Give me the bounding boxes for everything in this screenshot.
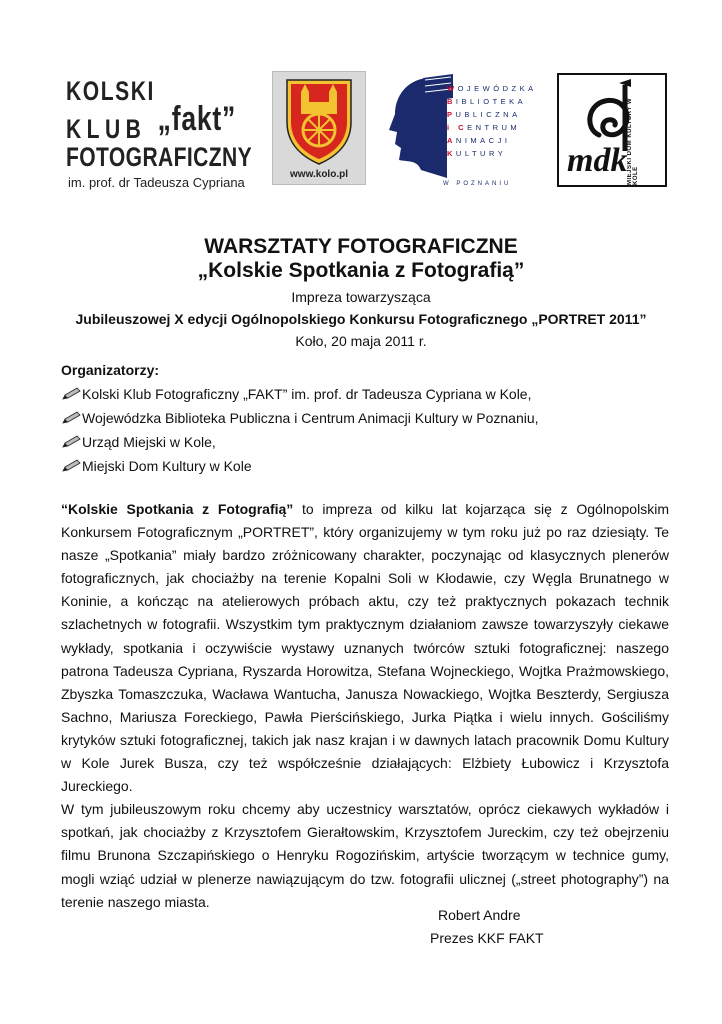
logo-bar [60, 66, 670, 188]
lead-title: “Kolskie Spotkania z Fotografią” [61, 501, 294, 517]
pencil-icon [61, 435, 81, 449]
wbp-line: ANIMACJI [447, 136, 511, 145]
organizer-item [61, 406, 671, 430]
wbp-line: PUBLICZNA [447, 110, 521, 119]
organizer-item [61, 430, 671, 454]
organizers-section [61, 358, 671, 478]
organizers-label: Organizatorzy: [61, 362, 160, 378]
kkf-logo-line3: FOTOGRAFICZNY [66, 142, 253, 172]
wbp-line: WOJEWÓDZKA [447, 84, 537, 93]
document-subtitle: „Kolskie Spotkania z Fotografią” [197, 259, 525, 282]
organizer-text: Miejski Dom Kultury w Kole [82, 458, 252, 474]
kkf-logo [66, 72, 256, 190]
kkf-logo-klub: KLUB [66, 114, 147, 144]
mdk-logo [557, 73, 667, 187]
wbp-logo-bottom: W POZNANIU [443, 181, 512, 187]
mdk-logo-icon [559, 75, 665, 185]
body-text [61, 498, 669, 914]
wbp-line: KULTURY [447, 149, 507, 158]
kolo-coat-of-arms-logo [272, 71, 366, 185]
organizer-text: Wojewódzka Biblioteka Publiczna i Centrum Animacji Kultury w Poznaniu, [82, 410, 539, 426]
wbp-logo [387, 70, 547, 188]
signature-title: Prezes KKF FAKT [430, 930, 544, 946]
kolo-url: www.kolo.pl [290, 169, 348, 180]
event-type: Impreza towarzysząca [291, 289, 431, 305]
document-heading [0, 235, 722, 352]
pencil-icon [61, 459, 81, 473]
document-title: WARSZTATY FOTOGRAFICZNE [204, 235, 518, 258]
wbp-logo-text [447, 82, 537, 160]
mdk-logo-band: MIEJSKI DOM KULTURY W KOLE [627, 97, 639, 185]
paragraph-1 [61, 498, 669, 798]
pencil-icon [61, 387, 81, 401]
svg-text:mdk: mdk [567, 142, 628, 179]
kkf-logo-line4: im. prof. dr Tadeusza Cypriana [68, 175, 245, 190]
paragraph-2: W tym jubileuszowym roku chcemy aby uczestnicy warsztatów, oprócz ciekawych wykładów i spotkań, jak chociażby z Krzysztofem Gierałtowskim, Krzysztofem Jureckim, czy też obejrzeniu filmu Brunona Szczapińskiego o Henryku Rogozińskim, artyście tworzącym w technice gumy, mogli wziąć udział w plenerze nawiązującym do tzw. fotografii ulicznej („street photography”) na terenie naszego miasta. [61, 801, 669, 910]
wbp-line: BIBLIOTEKA [447, 97, 527, 106]
pencil-icon [61, 411, 81, 425]
organizer-text: Urząd Miejski w Kole, [82, 434, 216, 450]
place-date: Koło, 20 maja 2011 r. [295, 333, 427, 349]
wbp-line: i CENTRUM [447, 123, 521, 132]
paragraph-1-text: to impreza od kilku lat kojarząca się z Ogólnopolskim Konkursem Fotograficznym „PORTRET”, który organizujemy w tym roku już po raz dziesiąty. Te nasze „Spotkania” miały bardzo zróżnicowany charakter, poczynając od klasycznych plenerów fotograficznych, jak chociażby na terenie Kopalni Soli w Kłodawie, czy Węgla Brunatnego w Koninie, a kończąc na atelierowych próbach aktu, czy też praktycznych pokazach technik szlachetnych w fotografii. Wszystkim tym praktycznym działaniom zawsze towarzyszyły ciekawe wykłady, spotkania i oczywiście wystawy uznanych twórców sztuki fotograficznej: naszego patrona Tadeusza Cypriana, Ryszarda Horowitza, Stefana Wojneckiego, Wojtka Prażmowskiego, Zbyszka Tomaszczuka, Wacława Wantucha, Janusza Nowackiego, Wojtka Beszterdy, Sergiusza Sachno, Mariusza Foreckiego, Pawła Pierścińskiego, Jurka Piątka i wielu innych. Gościliśmy krytyków sztuki fotograficznej, takich jak nasz krajan i w dawnych latach pracownik Domu Kultury w Kole Jurek Busza, czy też współcześnie działających: Elżbiety Łubowicz i Krzysztofa Jureckiego. [61, 501, 669, 795]
contest-name: Jubileuszowej X edycji Ogólnopolskiego Konkursu Fotograficznego „PORTRET 2011” [75, 311, 647, 327]
kkf-logo-fakt: „fakt” [157, 100, 237, 138]
kkf-logo-line1: KOLSKI [66, 76, 155, 106]
kkf-logo-line2 [66, 100, 237, 144]
organizer-item [61, 454, 671, 478]
organizer-text: Kolski Klub Fotograficzny „FAKT” im. prof. dr Tadeusza Cypriana w Kole, [82, 386, 532, 402]
signature-name: Robert Andre [438, 907, 521, 923]
organizer-item [61, 382, 671, 406]
signature [430, 904, 544, 950]
coat-of-arms-icon [273, 72, 365, 168]
